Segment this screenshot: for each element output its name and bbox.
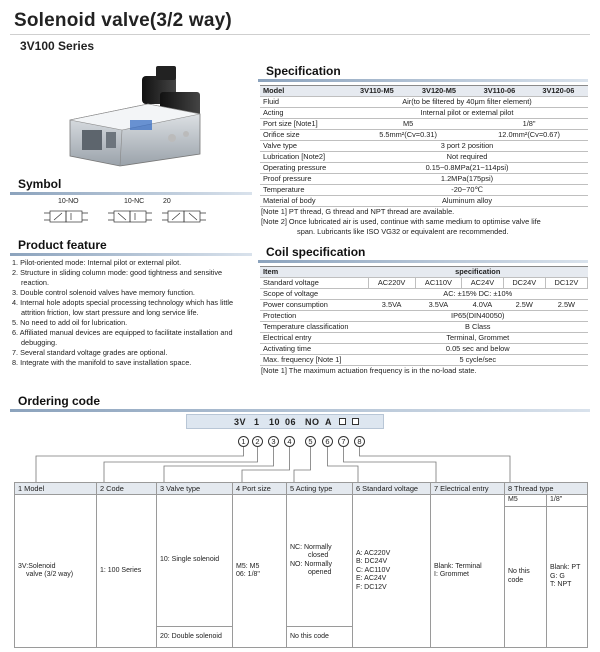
- page-title: Solenoid valve(3/2 way): [14, 10, 232, 31]
- ordering-heading: Ordering code: [18, 394, 101, 408]
- spec-col-model: Model: [260, 86, 346, 97]
- feature-item: 5. No need to add oil for lubrication.: [12, 318, 128, 327]
- order-thread-none: No this code: [505, 506, 547, 648]
- symbol-label-10-no: 10-NO: [58, 198, 79, 205]
- order-model-cell: 3V:Solenoid valve (3/2 way): [15, 495, 97, 648]
- feature-item: 1. Pilot-oriented mode: Internal pilot or external pilot.: [12, 258, 182, 267]
- order-header-voltage: 6 Standard voltage: [353, 483, 431, 495]
- spec-note-2a: [Note 2] Once lubricated air is used, continue with same medium to optimise valve life: [261, 217, 541, 226]
- spec-row-orifice: Orifice size 5.5mm²(Cv=0.31) 12.0mm²(Cv=0.67): [260, 130, 588, 141]
- code-circle-5: 5: [305, 436, 316, 447]
- code-circle-2: 2: [252, 436, 263, 447]
- spec-row-port: Port size [Note1] M5 1/8": [260, 119, 588, 130]
- spec-row-valve: Valve type 3 port 2 position: [260, 141, 588, 152]
- ordering-table: [14, 482, 588, 648]
- feature-item: 8. Integrate with the manifold to save installation space.: [12, 358, 192, 367]
- order-thread-types: Blank: PT G: G T: NPT: [547, 506, 588, 648]
- order-header-valve: 3 Valve type: [157, 483, 233, 495]
- coil-row-temp-class: Temperature classification B Class: [260, 322, 588, 333]
- spec-row-fluid: Fluid Air(to be filtered by 40μm filter element): [260, 97, 588, 108]
- symbol-label-10-nc: 10-NC: [124, 198, 145, 205]
- order-header-thread: 8 Thread type: [505, 483, 588, 495]
- code-part-acting: NO: [305, 417, 320, 427]
- ordering-header-row: [15, 483, 588, 495]
- spec-col: 3V110-06: [470, 86, 529, 97]
- code-part-code: 1: [254, 417, 260, 427]
- order-acting-none: No this code: [287, 627, 353, 648]
- coil-row-scope: Scope of voltage AC: ±15% DC: ±10%: [260, 289, 588, 300]
- code-circle-7: 7: [338, 436, 349, 447]
- feature-item: 3. Double control solenoid valves have memory function.: [12, 288, 195, 297]
- spec-note-2b: span. Lubricants like ISO VG32 or equivalent are recommended.: [297, 227, 509, 236]
- coil-note: [Note 1] The maximum actuation frequency is in the no-load state.: [261, 366, 477, 375]
- symbol-label-20: 20: [163, 198, 171, 205]
- spec-col: 3V110-M5: [346, 86, 408, 97]
- order-thread-18: 1/8": [547, 495, 588, 507]
- spec-row-operating: Operating pressure 0.15~0.8MPa(21~114psi): [260, 163, 588, 174]
- spec-row-material: Material of body Aluminum alloy: [260, 196, 588, 207]
- coil-row-protection: Protection IP65(DIN40050): [260, 311, 588, 322]
- order-entry-cell: Blank: Terminal I: Grommet: [431, 495, 505, 648]
- code-circle-3: 3: [268, 436, 279, 447]
- spec-row-acting: Acting Internal pilot or external pilot: [260, 108, 588, 119]
- feature-item: 6. Affiliated manual devices are equipped to facilitate installation and debugging.: [12, 328, 233, 347]
- feature-heading: Product feature: [18, 238, 107, 252]
- symbol-heading: Symbol: [18, 177, 62, 191]
- coil-row-voltage: Standard voltage AC220V AC110V AC24V DC24V DC12V: [260, 278, 588, 289]
- order-header-port: 4 Port size: [233, 483, 287, 495]
- coil-row-activating: Activating time 0.05 sec and below: [260, 344, 588, 355]
- specification-heading: Specification: [266, 64, 341, 78]
- code-part-port: 06: [285, 417, 297, 427]
- order-code-cell: 1: 100 Series: [97, 495, 157, 648]
- feature-item: 4. Internal hole adopts special processing technology which has little attrition friction, low start pressure and long service life.: [12, 298, 234, 317]
- order-header-code: 2 Code: [97, 483, 157, 495]
- coil-row-power: Power consumption 3.5VA 3.5VA 4.0VA 2.5W 2.5W: [260, 300, 588, 311]
- spec-col: 3V120-06: [529, 86, 588, 97]
- series-title: 3V100 Series: [20, 39, 95, 53]
- spec-row-temperature: Temperature -20~70℃: [260, 185, 588, 196]
- spec-note-1: [Note 1] PT thread, G thread and NPT thread are available.: [261, 207, 455, 216]
- feature-item: 2. Structure in sliding column mode: good tightness and sensitive reaction.: [12, 268, 223, 287]
- code-circle-6: 6: [322, 436, 333, 447]
- order-header-acting: 5 Acting type: [287, 483, 353, 495]
- coil-row-entry: Electrical entry Terminal, Grommet: [260, 333, 588, 344]
- code-circle-1: 1: [238, 436, 249, 447]
- order-voltage-cell: A: AC220V B: DC24V C: AC110V E: AC24V F: DC12V: [353, 495, 431, 648]
- feature-item: 7. Several standard voltage grades are optional.: [12, 348, 168, 357]
- spec-row-proof: Proof pressure 1.2MPa(175psi): [260, 174, 588, 185]
- order-header-model: 1 Model: [15, 483, 97, 495]
- coil-col-spec: specification: [368, 267, 588, 278]
- order-thread-m5: M5: [505, 495, 547, 507]
- code-part-valve: 10: [269, 417, 281, 427]
- code-circle-4: 4: [284, 436, 295, 447]
- coil-row-frequency: Max. frequency [Note 1] 5 cycle/sec: [260, 355, 588, 366]
- coil-col-item: Item: [260, 267, 368, 278]
- order-acting-cell: NC: Normally closed NO: Normally opened: [287, 495, 353, 627]
- code-circle-8: 8: [354, 436, 365, 447]
- order-port-cell: M5: M5 06: 1/8": [233, 495, 287, 648]
- spec-row-lubrication: Lubrication [Note2] Not required: [260, 152, 588, 163]
- order-valve-double: 20: Double solenoid: [157, 627, 233, 648]
- code-part-model: 3V: [234, 417, 247, 427]
- ordering-thread-header-row: [15, 495, 588, 507]
- spec-col: 3V120-M5: [408, 86, 470, 97]
- coil-heading: Coil specification: [266, 245, 366, 259]
- order-valve-single: 10: Single solenoid: [157, 495, 233, 627]
- code-part-voltage: A: [325, 417, 332, 427]
- order-header-entry: 7 Electrical entry: [431, 483, 505, 495]
